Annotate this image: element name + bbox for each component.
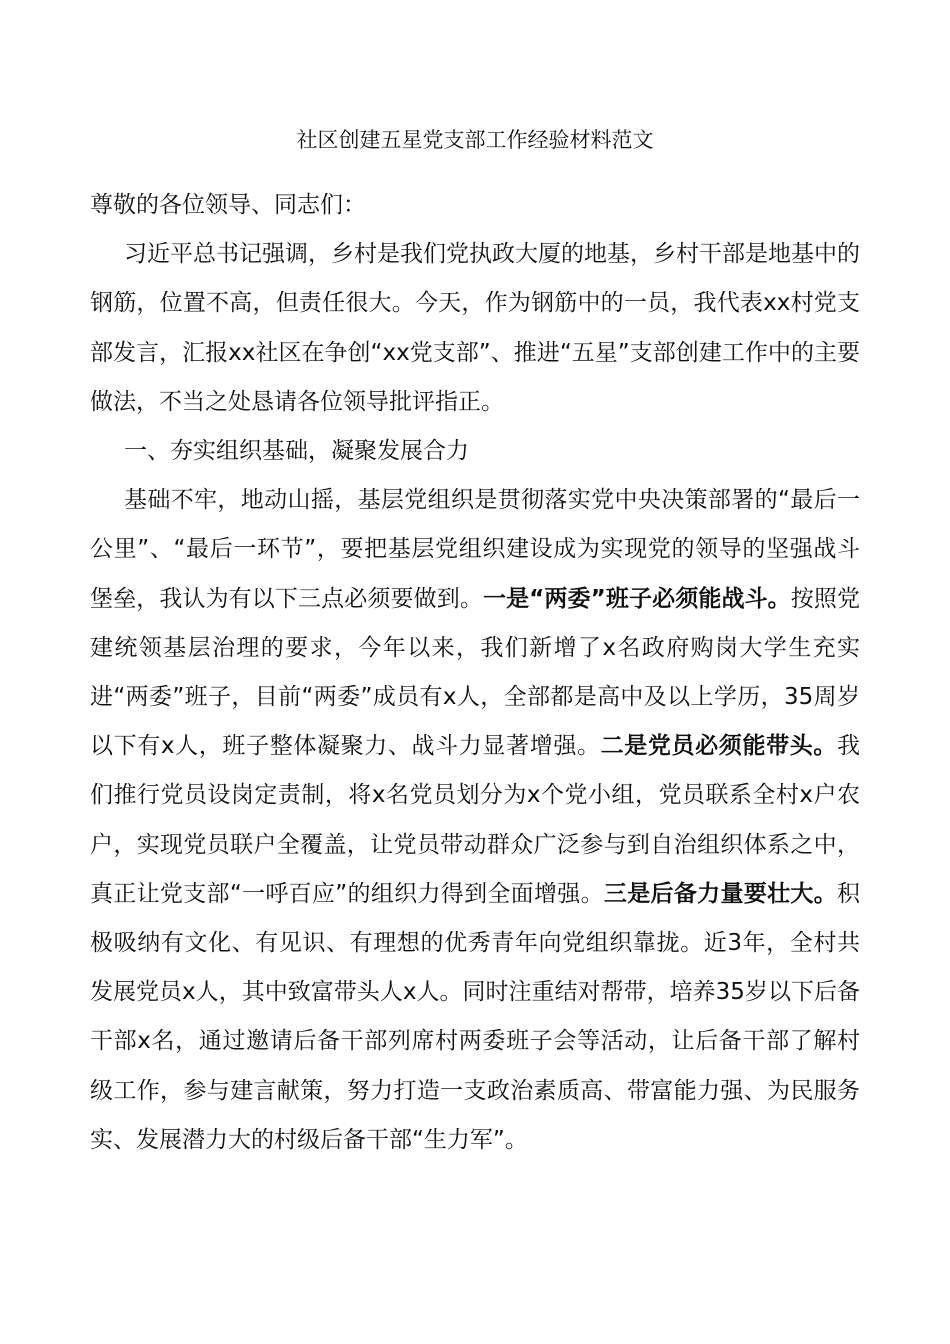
section-heading-1: 一、夯实组织基础，凝聚发展合力 xyxy=(124,438,469,465)
bold-point-3: 三是后备力量要壮大。 xyxy=(603,880,837,907)
section-1-paragraph xyxy=(90,476,860,1165)
text-run: 我们推行党员设岗定责制，将x名党员划分为x个党小组，党员联系全村x户农户，实现党员联户全覆盖，让党员带动群众广泛参与到自治组织体系之中，真正让党支部“一呼百应”的组织力得到全面增强。 xyxy=(90,733,860,907)
text-run: 按照党建统领基层治理的要求，今年以来，我们新增了x名政府购岗大学生充实进“两委”班子，目前“两委”成员有x人，全部都是高中及以上学历，35周岁以下有x人，班子整体凝聚力、战斗力显著增强。 xyxy=(90,585,861,760)
bold-point-1: 一是“两委”班子必须能战斗。 xyxy=(482,585,791,612)
bold-point-2: 二是党员必须能带头。 xyxy=(600,733,837,760)
document-body xyxy=(90,181,860,1165)
text-run: 基础不牢，地动山摇，基层党组织是贯彻落实党中央决策部署的“最后一公里”、“最后一环节”，要把基层党组织建设成为实现党的领导的坚强战斗堡垒，我认为有以下三点必须要做到。 xyxy=(90,487,860,612)
salutation: 尊敬的各位领导、同志们： xyxy=(90,192,366,218)
document-title: 社区创建五星党支部工作经验材料范文 xyxy=(296,128,654,152)
intro-paragraph: 习近平总书记强调，乡村是我们党执政大厦的地基，乡村干部是地基中的钢筋，位置不高，但责任很大。今天，作为钢筋中的一员，我代表xx村党支部发言，汇报xx社区在争创“xx党支部”、推进“五星”支部创建工作中的主要做法，不当之处恳请各位领导批评指正。 xyxy=(90,241,860,415)
text-run: 积极吸纳有文化、有见识、有理想的优秀青年向党组织靠拢。近3年，全村共发展党员x人，其中致富带头人x人。同时注重结对帮带，培养35岁以下后备干部x名，通过邀请后备干部列席村两委班子会等活动，让后备干部了解村级工作，参与建言献策，努力打造一支政治素质高、带富能力强、为民服务实、发展潜力大的村级后备干部“生力军”。 xyxy=(90,880,860,1153)
